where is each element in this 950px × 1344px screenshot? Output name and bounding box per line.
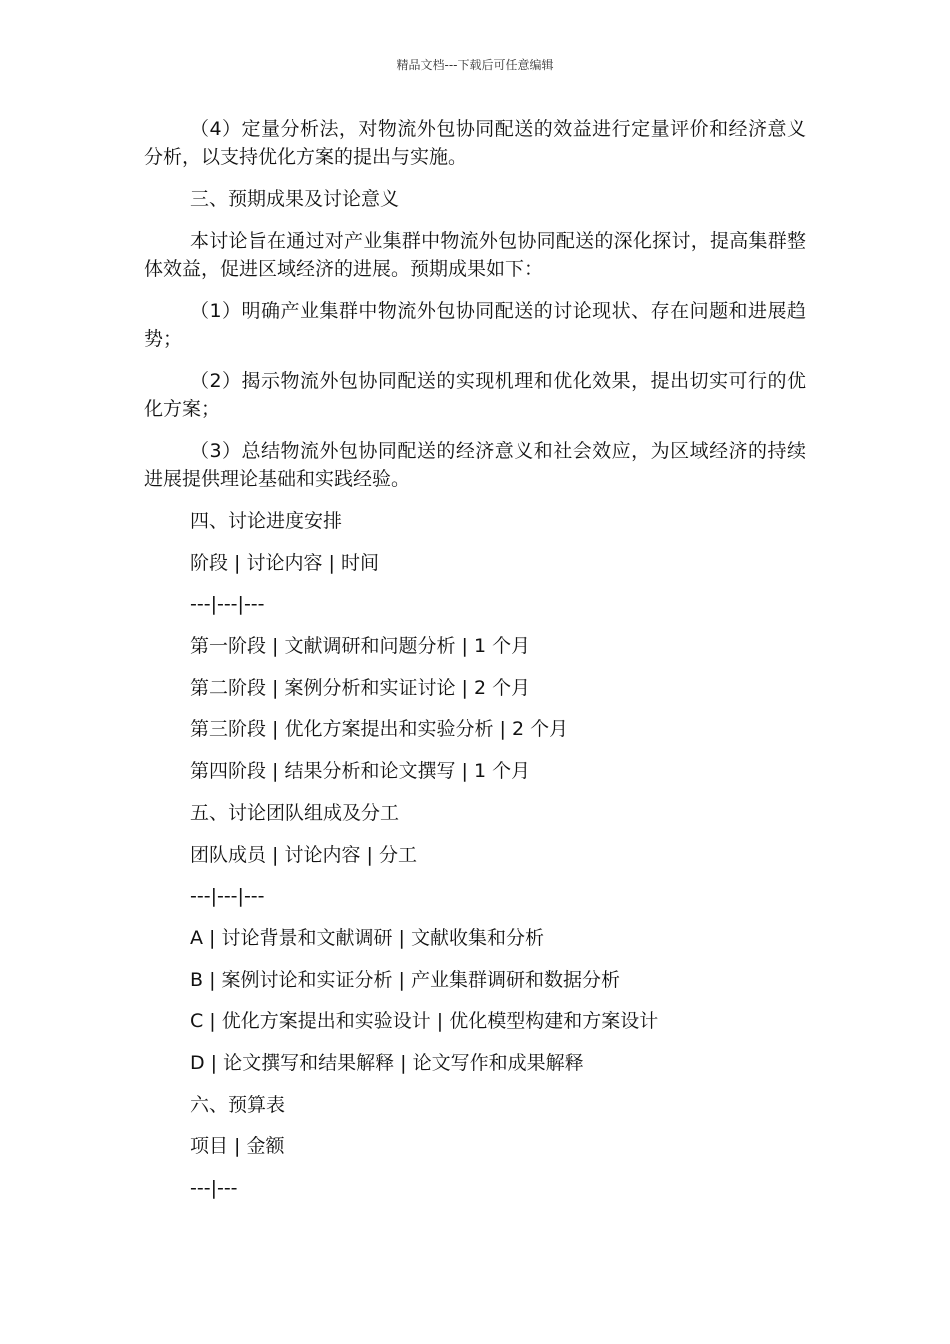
team-row: C | 优化方案提出和实验设计 | 优化模型构建和方案设计 xyxy=(190,1010,659,1033)
paragraph-result-1: （1）明确产业集群中物流外包协同配送的讨论现状、存在问题和进展趋势； xyxy=(144,300,806,350)
team-row: B | 案例讨论和实证分析 | 产业集群调研和数据分析 xyxy=(190,968,620,991)
budget-table-separator: ---|--- xyxy=(190,1177,238,1199)
budget-table-header: 项目 | 金额 xyxy=(190,1135,285,1158)
section-heading-budget: 六、预算表 xyxy=(190,1093,286,1116)
team-row: A | 讨论背景和文献调研 | 文献收集和分析 xyxy=(190,926,544,949)
team-table-separator: ---|---|--- xyxy=(190,885,265,908)
paragraph-result-2: （2）揭示物流外包协同配送的实现机理和优化效果，提出切实可行的优化方案； xyxy=(144,370,806,420)
document-body xyxy=(144,115,806,1216)
section-heading-schedule: 四、讨论进度安排 xyxy=(190,510,343,532)
team-table-header: 团队成员 | 讨论内容 | 分工 xyxy=(190,843,417,866)
schedule-row: 第三阶段 | 优化方案提出和实验分析 | 2 个月 xyxy=(190,718,569,741)
paragraph-method-4: （4）定量分析法，对物流外包协同配送的效益进行定量评价和经济意义分析，以支持优化方案的提出与实施。 xyxy=(144,118,806,168)
team-row: D | 论文撰写和结果解释 | 论文写作和成果解释 xyxy=(190,1051,584,1074)
section-heading-expected-results: 三、预期成果及讨论意义 xyxy=(190,188,400,210)
paragraph-results-intro: 本讨论旨在通过对产业集群中物流外包协同配送的深化探讨，提高集群整体效益，促进区域经济的进展。预期成果如下： xyxy=(144,230,806,280)
schedule-row: 第一阶段 | 文献调研和问题分析 | 1 个月 xyxy=(190,635,531,658)
schedule-table-header: 阶段 | 讨论内容 | 时间 xyxy=(190,551,379,574)
schedule-row: 第四阶段 | 结果分析和论文撰写 | 1 个月 xyxy=(190,760,531,783)
section-heading-team: 五、讨论团队组成及分工 xyxy=(190,801,400,824)
schedule-row: 第二阶段 | 案例分析和实证讨论 | 2 个月 xyxy=(190,676,531,699)
page-header: 精品文档---下载后可任意编辑 xyxy=(396,58,554,72)
paragraph-result-3: （3）总结物流外包协同配送的经济意义和社会效应，为区域经济的持续进展提供理论基础和实践经验。 xyxy=(144,440,806,490)
schedule-table-separator: ---|---|--- xyxy=(190,593,265,616)
